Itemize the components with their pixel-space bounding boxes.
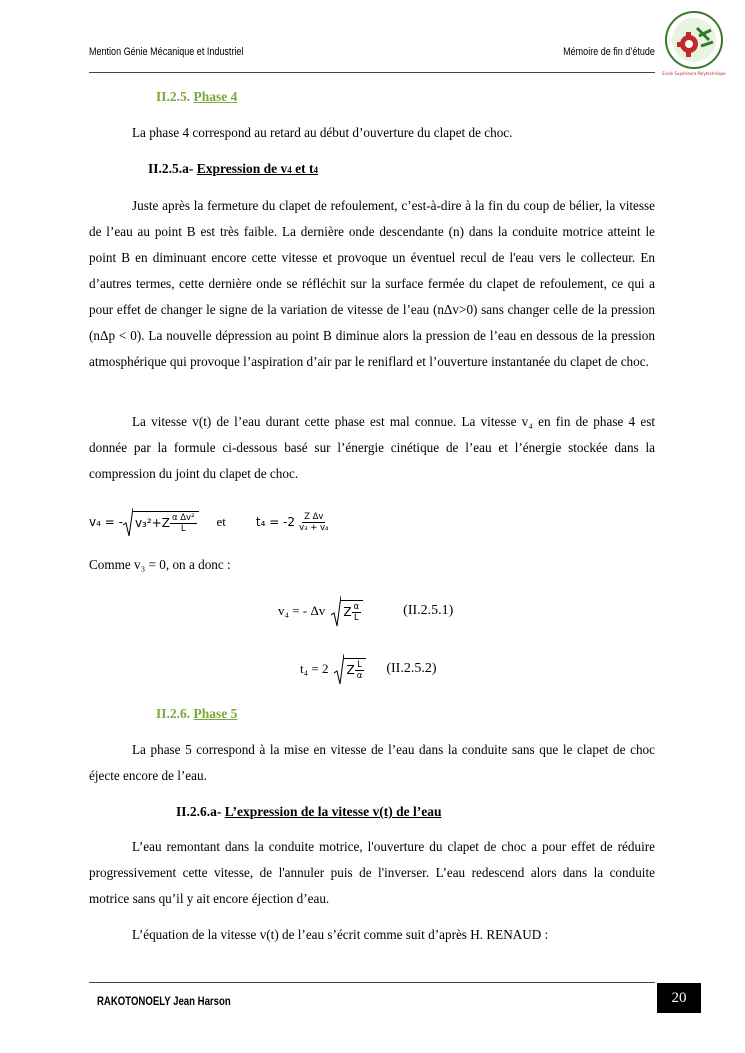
- eq1-t-lhs: t₄ = -2: [255, 515, 296, 529]
- eq2-label: (II.2.5.1): [403, 603, 454, 618]
- eq3-frac-num: L: [357, 659, 362, 670]
- eq3-frac-den: α: [356, 670, 363, 681]
- subsection-heading-2-2-6-a: [176, 804, 442, 820]
- equation-v4-t4: [89, 502, 330, 542]
- section-number: II.2.6.: [156, 706, 194, 721]
- eq1-lhs: v₄ = -: [89, 515, 123, 529]
- eq1-radicand: v₃²+Z: [134, 516, 170, 530]
- sqrt-symbol: [123, 507, 199, 537]
- eq1-fraction: [170, 513, 197, 534]
- sqrt-symbol: [334, 653, 366, 685]
- eq2-frac-den: L: [353, 612, 359, 623]
- comme-line: Comme v₃ = 0, on a donc :: [89, 557, 231, 572]
- section-number: II.2.5.: [156, 89, 194, 104]
- footer-rule: [89, 982, 655, 983]
- section-title: Phase 5: [193, 706, 238, 721]
- eq2-frac-num: α: [353, 601, 360, 612]
- header-right: Mémoire de fin d’étude: [563, 46, 655, 58]
- subsection-number: II.2.5.a-: [148, 161, 197, 176]
- eq1-frac-num: α Δv²: [171, 512, 195, 523]
- eq2-radicand: Z: [343, 605, 352, 619]
- section-title: Phase 4: [193, 89, 238, 104]
- logo-caption: Ecole Supérieure Polytechnique: [662, 71, 726, 76]
- header-rule: [89, 72, 655, 73]
- paragraph-3: La vitesse v(t) de l’eau durant cette phase est mal connue. La vitesse v₄ en fin de phase 4 est donnée par la formule ci-dessous basé sur l’énergie cinétique de l’eau et l’énergie stockée dans la compression du joint du clapet de choc.: [89, 414, 655, 481]
- eq1-frac-den: L: [180, 523, 186, 534]
- subsection-title-part: et t: [291, 161, 314, 176]
- eq3-fraction: [355, 660, 365, 681]
- eq2-fraction: [352, 602, 362, 623]
- section-heading-2-2-5: [156, 89, 237, 105]
- subsection-number: II.2.6.a-: [176, 804, 225, 819]
- paragraph-1: La phase 4 correspond au retard au début d’ouverture du clapet de choc.: [132, 125, 513, 140]
- paragraph-2: Juste après la fermeture du clapet de refoulement, c’est-à-dire à la fin du coup de bélier, la vitesse de l’eau au point B est très faible. La dernière onde descendante (n) dans la conduite motrice atteint le point B en diminuant encore cette vitesse et provoque un éventuel recul de l'eau vers le collecteur. En d’autres termes, cette dernière onde se réfléchit sur la surface fermée du clapet de refoulement, ce qui a pour effet de changer le signe de la variation de vitesse de l’eau (nΔv>0) sans changer celle de la pression (nΔp < 0). La nouvelle dépression au point B diminue alors la pression de l’eau en dessous de la pression atmosphérique qui provoque l’aspiration d’air par le reniflard et l’ouverture instantanée du clapet de choc.: [89, 198, 655, 369]
- paragraph-6: L’équation de la vitesse v(t) de l’eau s’écrit comme suit d’après H. RENAUD :: [132, 927, 549, 942]
- subsection-title-part: Expression de v: [196, 161, 288, 176]
- equation-II-2-5-1: [278, 594, 453, 628]
- eq3-radicand: Z: [346, 663, 355, 677]
- eq1-t-fraction: [297, 512, 330, 533]
- eq2-lhs: v₄ = - Δv: [278, 603, 326, 618]
- eq1-t-den: v₃ + v₄: [299, 522, 329, 533]
- eq1-t-num: Z Δv: [304, 511, 324, 522]
- paragraph-4: La phase 5 correspond à la mise en vitesse de l’eau dans la conduite sans que le clapet de choc éjecte encore de l’eau.: [89, 742, 655, 783]
- subsection-title: L’expression de la vitesse v(t) de l’eau: [224, 804, 442, 819]
- eq1-et: et: [216, 514, 226, 529]
- section-heading-2-2-6: [156, 706, 237, 722]
- sqrt-symbol: [331, 595, 363, 627]
- page-number: 20: [657, 983, 701, 1013]
- subscript: 4: [287, 165, 292, 175]
- eq3-lhs: t₄ = 2: [300, 661, 329, 676]
- subscript: 4: [313, 165, 319, 175]
- header-left: Mention Génie Mécanique et Industriel: [89, 46, 244, 58]
- eq3-label: (II.2.5.2): [386, 661, 437, 676]
- author-name: RAKOTONOELY Jean Harson: [97, 994, 231, 1008]
- equation-II-2-5-2: [300, 652, 436, 686]
- school-logo: [659, 8, 729, 80]
- paragraph-5: L’eau remontant dans la conduite motrice, l'ouverture du clapet de choc a pour effet de réduire progressivement cette vitesse, de l'annuler puis de l'inverser. L’eau redescend alors dans la conduite motrice sans qu’il y ait encore éjection d’eau.: [89, 839, 655, 906]
- subsection-heading-2-2-5-a: [148, 161, 318, 177]
